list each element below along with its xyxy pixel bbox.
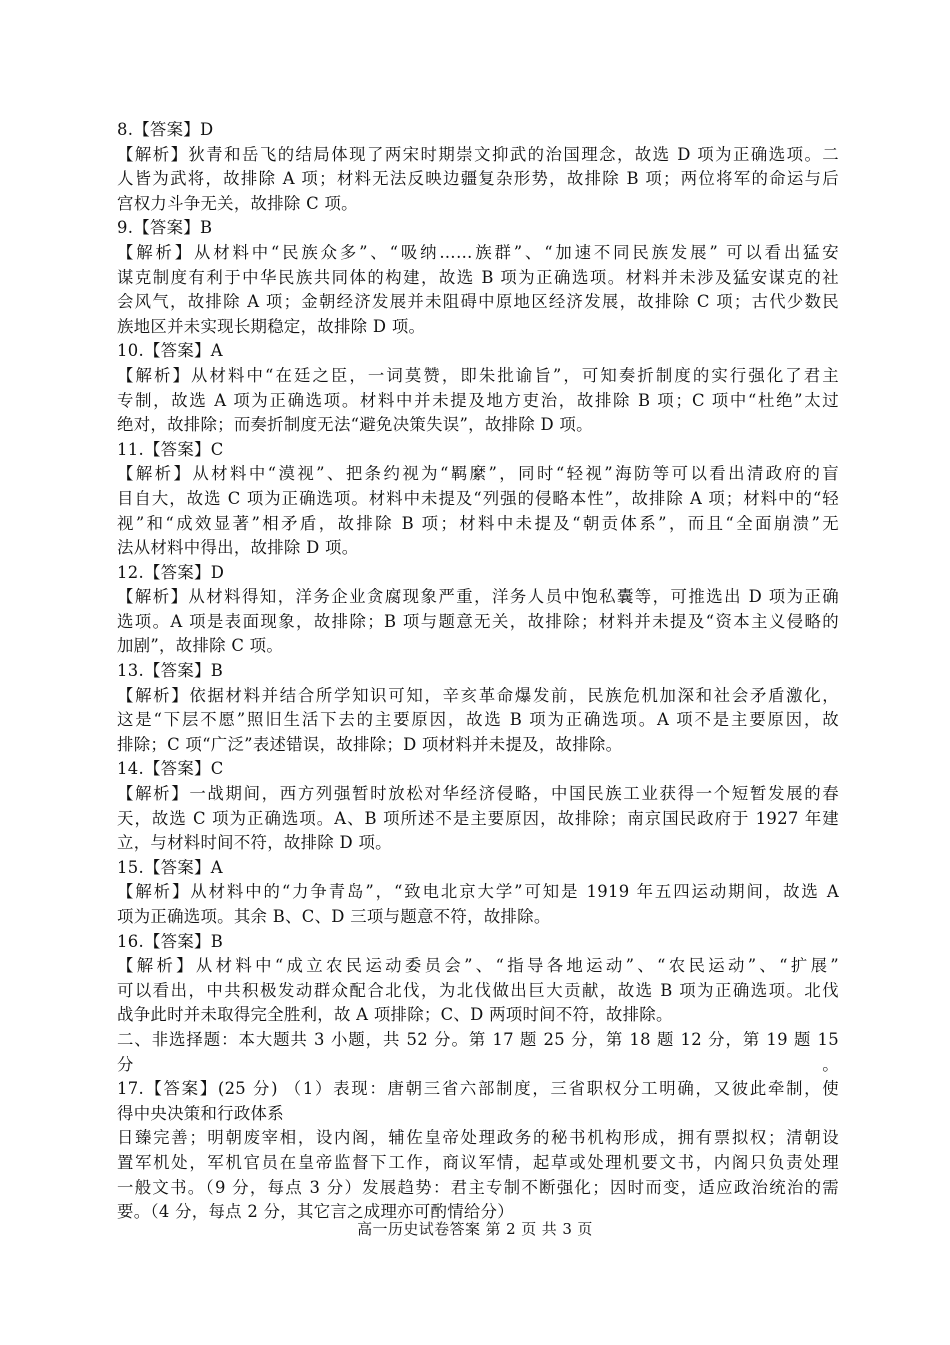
answer-13-explanation-line: 这是“下层不愿”照旧生活下去的主要原因，故选 B 项为正确选项。A 项不是主要原因，故 <box>117 710 839 730</box>
answer-12-explanation-line: 【解析】从材料得知，洋务企业贪腐现象严重，洋务人员中饱私囊等，可推选出 D 项为正确 <box>117 587 839 607</box>
answer-16-heading: 16.【答案】B <box>117 931 224 951</box>
answer-8-heading: 8.【答案】D <box>117 120 214 139</box>
answer-15-explanation-line: 【解析】从材料中的“力争青岛”，“致电北京大学”可知是 1919 年五四运动期间，故选 A <box>117 882 839 902</box>
answer-12-explanation-line: 加剧”，故排除 C 项。 <box>117 636 284 656</box>
answer-10-explanation-line: 绝对，故排除；而奏折制度无法“避免决策失误”，故排除 D 项。 <box>117 415 593 435</box>
answer-9-explanation-line: 【解析】从材料中“民族众多”、“吸纳……族群”、“加速不同民族发展” 可以看出猛安 <box>117 242 839 262</box>
answer-10-heading: 10.【答案】A <box>117 341 223 361</box>
answer-16-explanation-line: 可以看出，中共积极发动群众配合北伐，为北伐做出巨大贡献，故选 B 项为正确选项。北伐 <box>117 980 839 1000</box>
answer-11-explanation-line: 法从材料中得出，故排除 D 项。 <box>117 538 359 558</box>
answer-12-explanation-line: 选项。A 项是表面现象，故排除；B 项与题意无关，故排除；材料并未提及“资本主义侵略的 <box>117 611 839 631</box>
answer-17-heading: 17.【答案】(25 分) （1）表现：唐朝三省六部制度，三省职权分工明确，又彼此牵制，使 <box>117 1079 839 1099</box>
section-two-heading: 二、非选择题：本大题共 3 小题，共 52 分。第 17 题 25 分，第 18 题 12 分，第 19 题 15 分。 <box>117 1029 839 1074</box>
answer-13-explanation-line: 【解析】依据材料并结合所学知识可知，辛亥革命爆发前，民族危机加深和社会矛盾激化， <box>117 685 839 705</box>
answer-11-explanation-line: 【解析】从材料中“漠视”、把条约视为“羁縻”，同时“轻视”海防等可以看出清政府的盲 <box>117 464 839 484</box>
answer-9-heading: 9.【答案】B <box>117 218 213 238</box>
answer-8-explanation-line: 宫权力斗争无关，故排除 C 项。 <box>117 193 358 213</box>
answer-11-explanation-line: 目自大，故选 C 项为正确选项。材料中未提及“列强的侵略本性”，故排除 A 项；材料中的“轻 <box>117 488 839 508</box>
answer-17-line: 得中央决策和行政体系 <box>117 1103 284 1123</box>
answer-15-heading: 15.【答案】A <box>117 857 223 877</box>
answer-17-line: 一般文书。（9 分，每点 3 分）发展趋势：君主专制不断强化；因时而变，适应政治统治的需 <box>117 1177 839 1197</box>
answer-8-explanation-line: 【解析】狄青和岳飞的结局体现了两宋时期崇文抑武的治国理念，故选 D 项为正确选项。二 <box>117 144 839 164</box>
answer-14-explanation-line: 立，与材料时间不符，故排除 D 项。 <box>117 833 392 853</box>
answer-12-heading: 12.【答案】D <box>117 562 225 582</box>
answer-8-explanation-line: 人皆为武将，故排除 A 项；材料无法反映边疆复杂形势，故排除 B 项；两位将军的命运与后 <box>117 169 839 189</box>
answer-14-explanation-line: 【解析】一战期间，西方列强暂时放松对华经济侵略，中国民族工业获得一个短暂发展的春 <box>117 784 839 804</box>
answer-17-line: 要。（4 分，每点 2 分，其它言之成理亦可酌情给分） <box>117 1202 514 1222</box>
answer-13-heading: 13.【答案】B <box>117 661 224 681</box>
answer-14-heading: 14.【答案】C <box>117 759 224 779</box>
answer-9-explanation-line: 会风气，故排除 A 项；金朝经济发展并未阻碍中原地区经济发展，故排除 C 项；古代少数民 <box>117 292 839 312</box>
page-footer: 高一历史试卷答案 第 2 页 共 3 页 <box>357 1220 593 1238</box>
answer-9-explanation-line: 族地区并未实现长期稳定，故排除 D 项。 <box>117 316 426 336</box>
answer-10-explanation-line: 专制，故选 A 项为正确选项。材料中并未提及地方吏治，故排除 B 项；C 项中“杜绝”太过 <box>117 390 839 410</box>
answer-16-explanation-line: 【解析】从材料中“成立农民运动委员会”、“指导各地运动”、“农民运动”、“扩展” <box>117 956 839 976</box>
answer-10-explanation-line: 【解析】从材料中“在廷之臣，一词莫赞，即朱批谕旨”，可知奏折制度的实行强化了君主 <box>117 365 839 385</box>
answer-11-heading: 11.【答案】C <box>117 439 224 459</box>
answer-17-line: 日臻完善；明朝废宰相，设内阁，辅佐皇帝处理政务的秘书机构形成，拥有票拟权；清朝设 <box>117 1128 839 1148</box>
answer-17-line: 置军机处，军机官员在皇帝监督下工作，商议军情，起草或处理机要文书，内阁只负责处理 <box>117 1152 839 1172</box>
answer-9-explanation-line: 谋克制度有利于中华民族共同体的构建，故选 B 项为正确选项。材料并未涉及猛安谋克的社 <box>117 267 839 287</box>
answer-14-explanation-line: 天，故选 C 项为正确选项。A、B 项所述不是主要原因，故排除；南京国民政府于 1927 年建 <box>117 808 839 828</box>
answer-16-explanation-line: 战争此时并未取得完全胜利，故 A 项排除；C、D 两项时间不符，故排除。 <box>117 1005 673 1025</box>
answer-11-explanation-line: 视”和“成效显著”相矛盾，故排除 B 项；材料中未提及“朝贡体系”，而且“全面崩溃”无 <box>117 513 839 533</box>
answer-15-explanation-line: 项为正确选项。其余 B、C、D 三项与题意不符，故排除。 <box>117 907 551 926</box>
answer-13-explanation-line: 排除；C 项“广泛”表述错误，故排除；D 项材料并未提及，故排除。 <box>117 734 623 754</box>
answer-content <box>117 118 839 1225</box>
